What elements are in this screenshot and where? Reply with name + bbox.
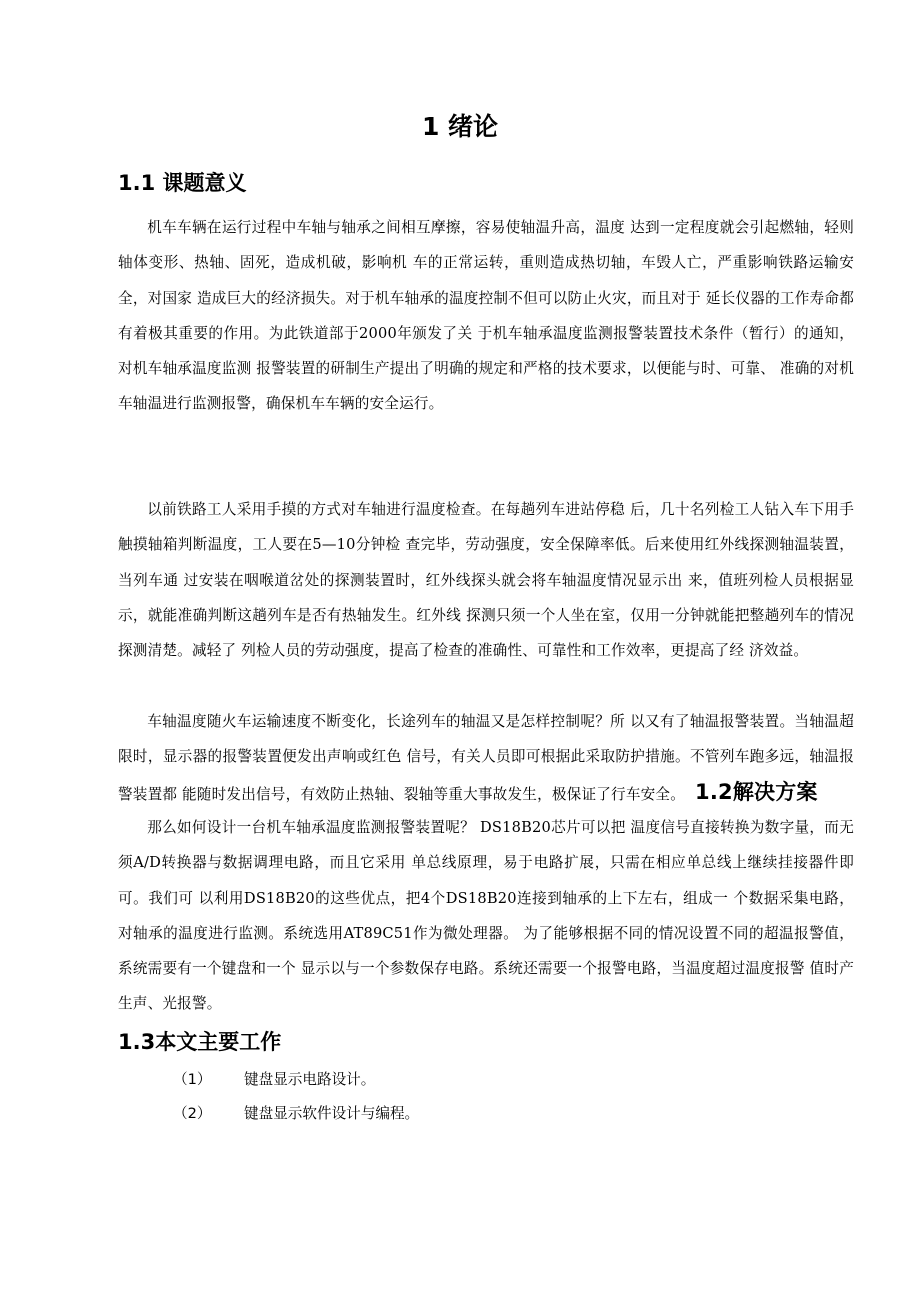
work-list-item-2-number: （2） (173, 1105, 212, 1122)
paragraph-significance-3 (118, 704, 854, 812)
paragraph-significance-2: 以前铁路工人采用手摸的方式对车轴进行温度检查。在每趟列车进站停稳 后，几十名列检工人钻入车下用手触摸轴箱判断温度，工人要在5—10分钟检 查完毕，劳动强度，安全保障率低。后来使用红外线探测轴温装置，当列车通 过安装在咽喉道岔处的探测装置时，红外线探头就会将车轴温度情况显示出 来，值班列检人员根据显示，就能准确判断这趟列车是否有热轴发生。红外线 探测只须一个人坐在室，仅用一分钟就能把整趟列车的情况探测清楚。减轻了 列检人员的劳动强度，提高了检查的准确性、可靠性和工作效率，更提高了经 济效益。 (118, 501, 854, 660)
section-heading-1-1: 1.1 课题意义 (118, 171, 247, 195)
paragraph-solution: 那么如何设计一台机车轴承温度监测报警装置呢？ DS18B20芯片可以把 温度信号直接转换为数字量，而无须A/D转换器与数据调理电路，而且它采用 单总线原理，易于电路扩展，只需在相应单总线上继续挂接器件即可。我们可 以利用DS18B20的这些优点，把4个DS18B20连接到轴承的上下左右，组成一 个数据采集电路，对轴承的温度进行监测。系统选用AT89C51作为微处理器。 为了能够根据不同的情况设置不同的超温报警值，系统需要有一个键盘和一个 显示以与一个参数保存电路。系统还需要一个报警电路，当温度超过温度报警 值时产生声、光报警。 (118, 819, 854, 1013)
work-list-item-1-number: （1） (173, 1071, 212, 1088)
section-heading-1-2: 1.2解决方案 (695, 779, 818, 804)
paragraph-significance-3-text: 车轴温度随火车运输速度不断变化，长途列车的轴温又是怎样控制呢？所 以又有了轴温报警装置。当轴温超限时，显示器的报警装置便发出声响或红色 信号，有关人员即可根据此采取防护措施。不管列车跑多远，轴温报警装置都 能随时发出信号，有效防止热轴、裂轴等重大事故发生，极保证了行车安全。 (118, 713, 854, 803)
section-heading-1-3: 1.3本文主要工作 (118, 1030, 282, 1054)
work-list-item-2-text: 键盘显示软件设计与编程。 (244, 1105, 420, 1122)
work-list-item-1 (173, 1065, 375, 1095)
work-list-item-2 (173, 1099, 419, 1129)
work-list-item-1-text: 键盘显示电路设计。 (244, 1071, 376, 1088)
paragraph-significance-1: 机车车辆在运行过程中车轴与轴承之间相互摩擦，容易使轴温升高，温度 达到一定程度就会引起燃轴，轻则轴体变形、热轴、固死，造成机破，影响机 车的正常运转，重则造成热切轴，车毁人亡，严重影响铁路运输安全，对国家 造成巨大的经济损失。对于机车轴承的温度控制不但可以防止火灾，而且对于 延长仪器的工作寿命都有着极其重要的作用。为此铁道部于2000年颁发了关 于机车轴承温度监测报警装置技术条件（暂行）的通知，对机车轴承温度监测 报警装置的研制生产提出了明确的规定和严格的技术要求，以便能与时、可靠、 准确的对机车轴温进行监测报警，确保机车车辆的安全运行。 (118, 219, 854, 413)
chapter-title: 1 绪论 (421, 112, 499, 141)
